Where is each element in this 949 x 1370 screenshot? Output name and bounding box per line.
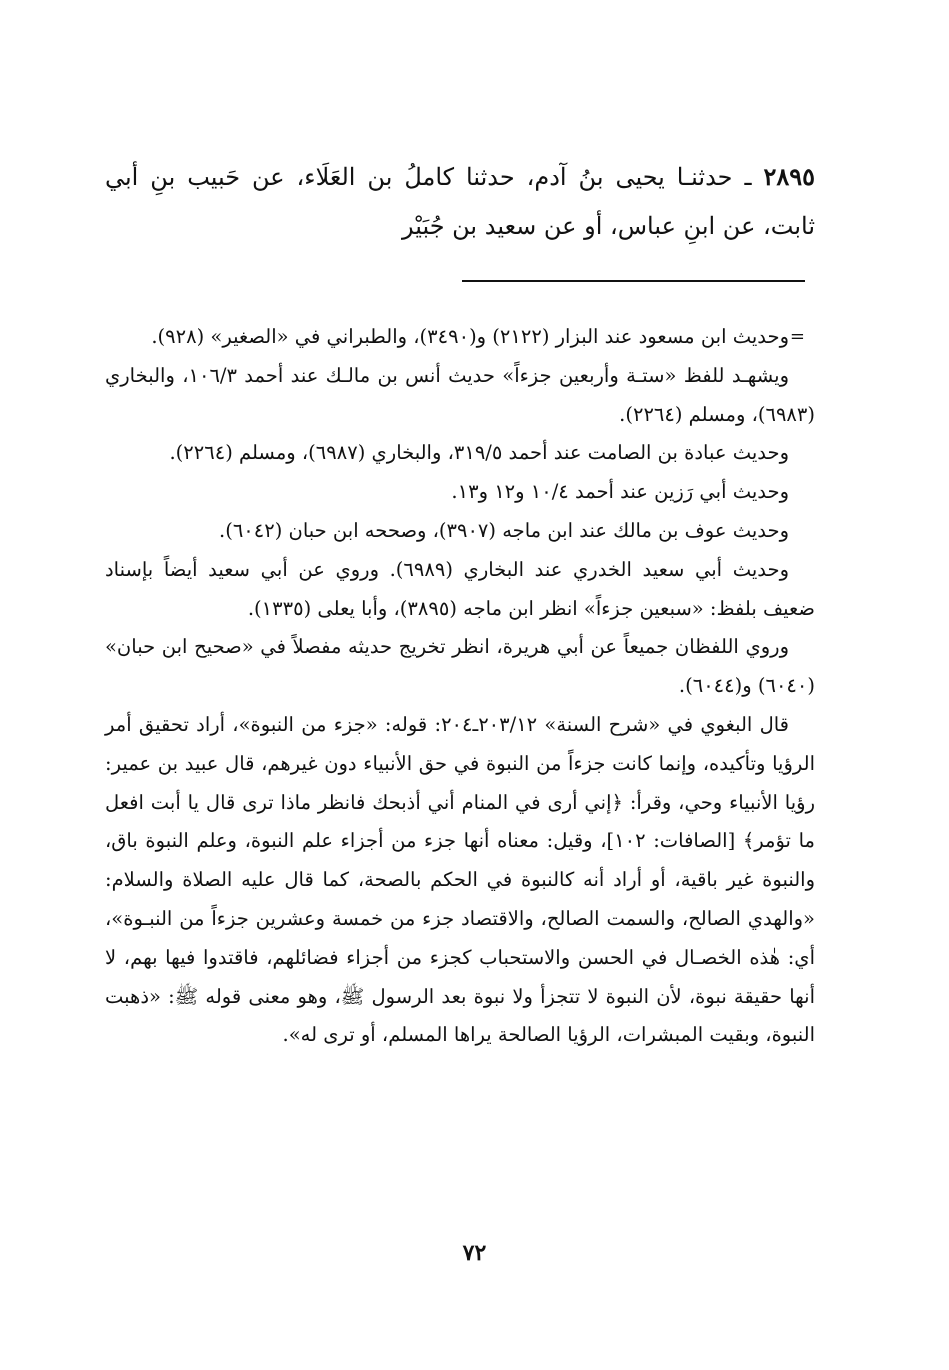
hadith-number: ٢٨٩٥ [763, 162, 815, 191]
hadith-body: ـ حدثنـا يحيى بنُ آدم، حدثنا كاملُ بن العَلَاء، عن حَبيب بنِ أبي ثابت، عن ابنِ عباس، أو عن سعيد بن جُبَيْر [105, 163, 815, 240]
footnote-paragraph: ويشهـد للفظ «ستـة وأربعين جزءاً» حديث أنس بن مالـك عند أحمد ١٠٦/٣، والبخاري (٦٩٨٣)، ومسلم (٢٢٦٤). [105, 363, 815, 426]
footnote-paragraph [105, 318, 815, 357]
footnote-paragraph: وروي اللفظان جميعاً عن أبي هريرة، انظر تخريج حديثه مفصلاً في «صحيح ابن حبان» (٦٠٤٠) و(٦٠٤٤). [105, 635, 815, 698]
hadith-main-text [105, 152, 815, 251]
footnote-paragraph: قال البغوي في «شرح السنة» ٢٠٣/١٢ـ٢٠٤: قوله: «جزء من النبوة»، أراد تحقيق أمر الرؤيا وتأكيده، وإنما كانت جزءاً من النبوة في حق الأنبياء دون غيرهم، قال عبيد بن عمير: رؤيا الأنبياء وحي، وقرأ: ﴿إني أرى في المنام أني أذبحك فانظر ماذا ترى قال يا أبت افعل ما تؤمر﴾ [الصافات: ١٠٢]، وقيل: معناه أنها جزء من أجزاء علم النبوة، وعلم النبوة باق، والنبوة غير باقية، أو أراد أنه كالنبوة في الحكم بالصحة، كما قال عليه الصلاة والسلام: «والهدي الصالح، والسمت الصالح، والاقتصاد جزء من خمسة وعشرين جزءاً من النبـوة»، أي: هٰذه الخصـال في الحسن والاستحباب كجزء من أجزاء فضائلهم، فاقتدوا فيها بهم، لا أنها حقيقة نبوة، لأن النبوة لا تتجزأ ولا نبوة بعد الرسول ﷺ، وهو معنى قوله ﷺ: «ذهبت النبوة، وبقيت المبشرات، الرؤيا الصالحة يراها المسلم، أو ترى له». [105, 712, 816, 1047]
continuation-mark: = [789, 326, 805, 347]
footnote-paragraph: وحديث أبي سعيد الخدري عند البخاري (٦٩٨٩). وروي عن أبي سعيد أيضاً بإسناد ضعيف بلفظ: «سبعين جزءاً» انظر ابن ماجه (٣٨٩٥)، وأبا يعلى (١٣٣٥). [105, 557, 815, 620]
footnote-paragraph: وحديث عوف بن مالك عند ابن ماجه (٣٩٠٧)، وصححه ابن حبان (٦٠٤٢). [219, 518, 789, 542]
page-number: ٧٢ [462, 1240, 487, 1266]
footnote-separator [462, 280, 805, 282]
footnote-paragraph: وحديث عبادة بن الصامت عند أحمد ٣١٩/٥، والبخاري (٦٩٨٧)، ومسلم (٢٢٦٤). [169, 441, 789, 465]
footnotes-section [105, 318, 815, 1055]
footnote-paragraph: وحديث أبي رَزين عند أحمد ١٠/٤ و١٢ و١٣. [451, 480, 789, 504]
footnote-text: وحديث ابن مسعود عند البزار (٢١٢٢) و(٣٤٩٠)، والطبراني في «الصغير» (٩٢٨). [151, 325, 789, 348]
